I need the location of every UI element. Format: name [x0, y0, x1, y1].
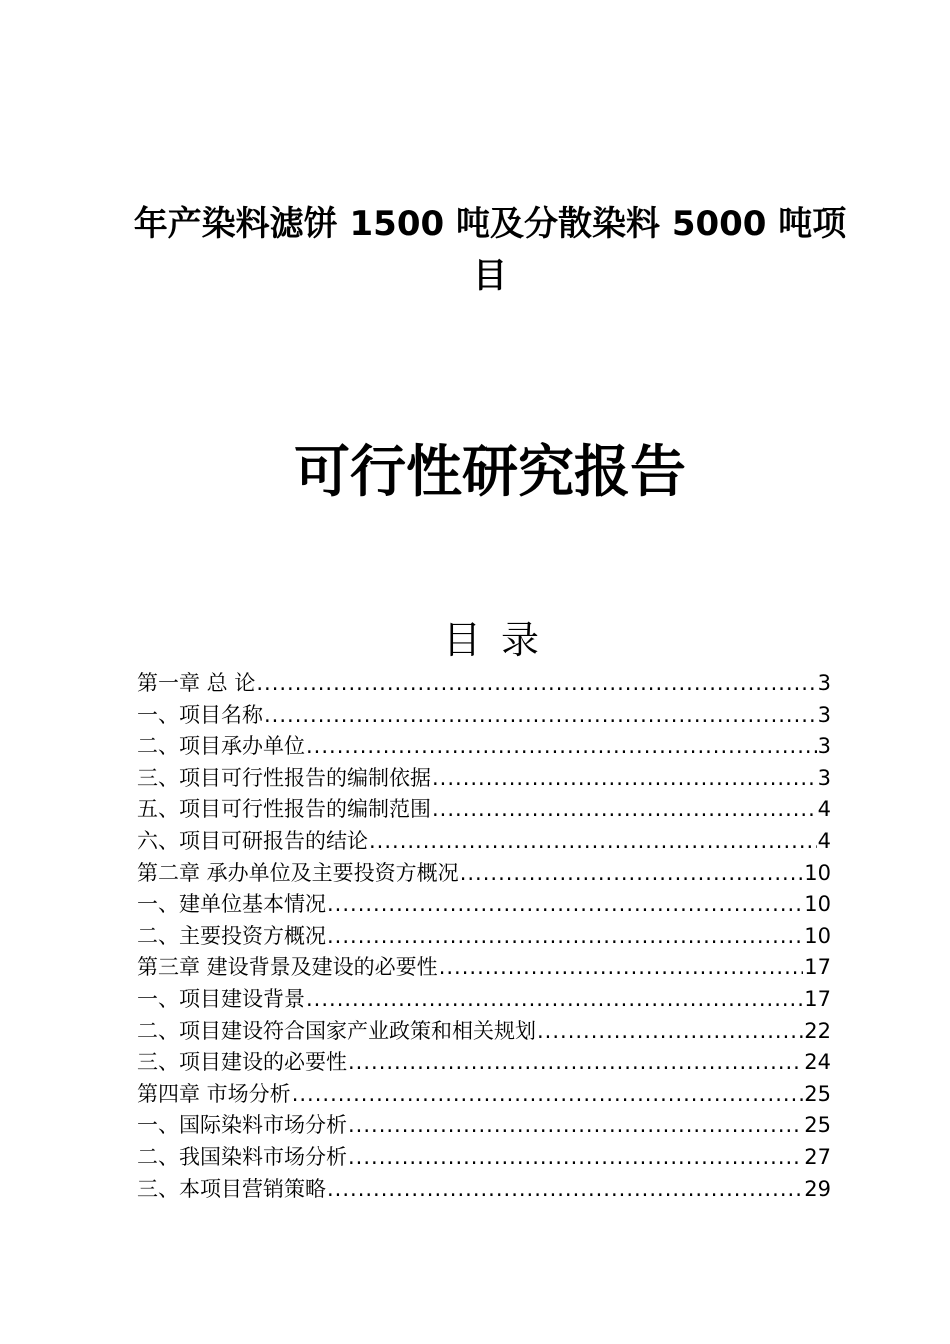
toc-entry-title: 三、项目可行性报告的编制依据: [137, 765, 431, 790]
toc-entry[interactable]: [137, 1047, 831, 1079]
toc-entry[interactable]: [137, 826, 831, 858]
toc-entry[interactable]: [137, 858, 831, 890]
toc-dot-leader: [264, 700, 817, 732]
toc-entry-page-number: 10: [804, 892, 831, 917]
toc-dot-leader: [348, 1047, 803, 1079]
toc-entry-title: 一、建单位基本情况: [137, 892, 326, 917]
toc-entry[interactable]: [137, 1016, 831, 1048]
toc-entry-page-number: 25: [804, 1113, 831, 1138]
toc-entry[interactable]: [137, 889, 831, 921]
toc-entry-title: 二、主要投资方概况: [137, 923, 326, 948]
toc-entry-page-number: 10: [804, 923, 831, 948]
toc-entry[interactable]: [137, 668, 831, 700]
toc-entry-title: 一、项目名称: [137, 702, 263, 727]
toc-entry-title: 第三章 建设背景及建设的必要性: [137, 955, 438, 980]
toc-entry-page-number: 3: [817, 765, 831, 790]
toc-dot-leader: [327, 889, 803, 921]
toc-entry[interactable]: [137, 921, 831, 953]
toc-entry-title: 二、项目承办单位: [137, 734, 305, 759]
toc-entry[interactable]: [137, 952, 831, 984]
toc-dot-leader: [348, 1142, 803, 1174]
toc-heading: 目 录: [442, 618, 544, 662]
toc-entry-title: 三、项目建设的必要性: [137, 1050, 347, 1075]
toc-dot-leader: [439, 952, 804, 984]
toc-entry[interactable]: [137, 763, 831, 795]
toc-entry-title: 六、项目可研报告的结论: [137, 828, 368, 853]
toc-entry[interactable]: [137, 1110, 831, 1142]
toc-dot-leader: [306, 984, 803, 1016]
toc-dot-leader: [348, 1110, 803, 1142]
table-of-contents: [137, 668, 831, 1205]
toc-dot-leader: [460, 858, 804, 890]
toc-entry-title: 第四章 市场分析: [137, 1081, 291, 1106]
report-title: 可行性研究报告: [294, 440, 686, 505]
toc-entry-page-number: 4: [817, 797, 831, 822]
toc-entry-page-number: 27: [804, 1144, 831, 1169]
toc-entry-title: 一、国际染料市场分析: [137, 1113, 347, 1138]
toc-entry-page-number: 3: [817, 671, 831, 695]
toc-entry-page-number: 22: [804, 1018, 831, 1043]
toc-entry[interactable]: [137, 700, 831, 732]
toc-dot-leader: [537, 1016, 803, 1048]
toc-entry-title: 二、项目建设符合国家产业政策和相关规划: [137, 1018, 536, 1043]
project-title: 年产染料滤饼 1500 吨及分散染料 5000 吨项目: [133, 204, 847, 296]
toc-dot-leader: [432, 794, 817, 826]
toc-entry-page-number: 17: [804, 955, 831, 980]
toc-dot-leader: [369, 826, 817, 858]
toc-dot-leader: [432, 763, 817, 795]
toc-entry-page-number: 29: [804, 1176, 831, 1201]
toc-dot-leader: [327, 921, 803, 953]
toc-entry[interactable]: [137, 794, 831, 826]
toc-entry[interactable]: [137, 1142, 831, 1174]
toc-entry[interactable]: [137, 1079, 831, 1111]
toc-entry-title: 五、项目可行性报告的编制范围: [137, 797, 431, 822]
toc-entry[interactable]: [137, 984, 831, 1016]
toc-dot-leader: [292, 1079, 804, 1111]
toc-entry-page-number: 3: [817, 734, 831, 759]
toc-entry-title: 一、项目建设背景: [137, 986, 305, 1011]
toc-entry-title: 第一章 总 论: [137, 671, 256, 695]
toc-entry-page-number: 3: [817, 702, 831, 727]
toc-entry[interactable]: [137, 1174, 831, 1206]
toc-dot-leader: [256, 668, 816, 700]
toc-entry-page-number: 24: [804, 1050, 831, 1075]
toc-entry-title: 二、我国染料市场分析: [137, 1144, 347, 1169]
toc-dot-leader: [306, 731, 817, 763]
toc-entry-page-number: 17: [804, 986, 831, 1011]
toc-entry-title: 第二章 承办单位及主要投资方概况: [137, 860, 459, 885]
toc-entry-title: 三、本项目营销策略: [137, 1176, 326, 1201]
toc-dot-leader: [327, 1174, 803, 1206]
toc-entry-page-number: 10: [804, 860, 831, 885]
toc-entry-page-number: 25: [804, 1081, 831, 1106]
toc-entry-page-number: 4: [817, 828, 831, 853]
toc-entry[interactable]: [137, 731, 831, 763]
